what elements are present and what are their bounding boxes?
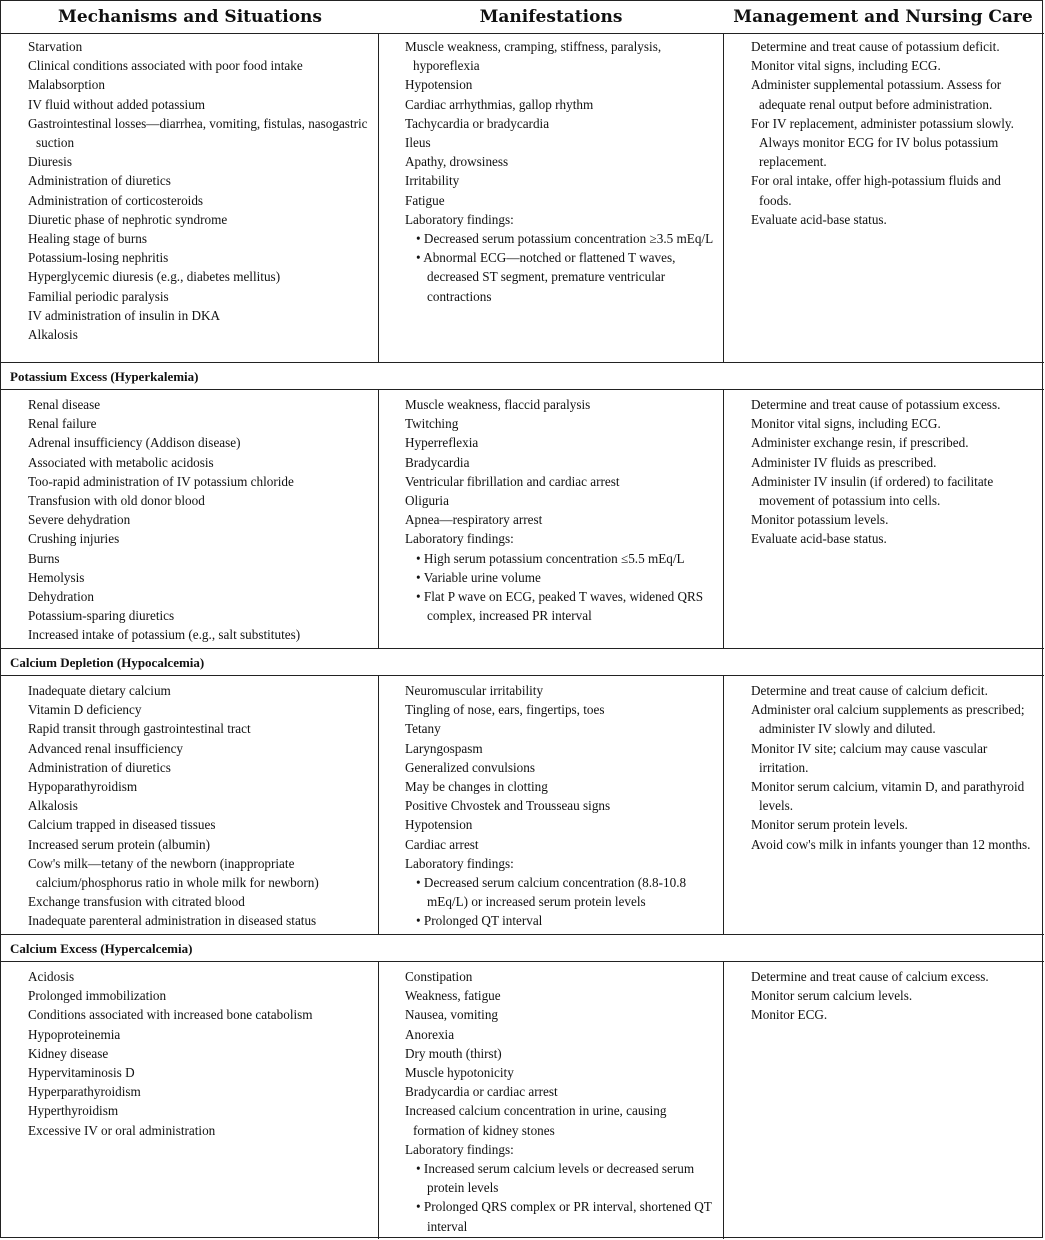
mechanism-item: Diuretic phase of nephrotic syndrome (28, 211, 228, 227)
manifestation-item: Bradycardia or cardiac arrest (405, 1084, 558, 1100)
section-3-manifestations (405, 967, 720, 1236)
management-item: Administer IV insulin (if ordered) to facilitate movement of potassium into cells. (751, 473, 994, 509)
mechanism-item: Diuresis (28, 154, 72, 170)
section-1-mechanisms (28, 395, 373, 645)
section-title-hypocalcemia (1, 648, 1044, 676)
manifestation-item: Hypotension (405, 817, 473, 833)
manifestation-item: Muscle weakness, flaccid paralysis (405, 397, 591, 412)
manifestation-item: Positive Chvostek and Trousseau signs (405, 798, 611, 814)
management-item: Monitor vital signs, including ECG. (751, 416, 941, 432)
mechanism-item: Dehydration (28, 589, 94, 605)
section-0-manifestations (405, 37, 720, 306)
mechanism-item: Vitamin D deficiency (28, 702, 142, 718)
manifestation-item: Tetany (405, 721, 441, 737)
management-item: Administer oral calcium supplements as prescribed; administer IV slowly and diluted. (751, 702, 1025, 737)
mechanism-item: Burns (28, 550, 60, 566)
management-item: Monitor serum protein levels. (751, 817, 908, 833)
lab-finding-bullet: • Abnormal ECG—notched or flattened T waves, decreased ST segment, premature ventricular contractions (405, 248, 720, 306)
manifestation-item: Muscle hypotonicity (405, 1065, 514, 1081)
manifestation-item: Apathy, drowsiness (405, 154, 509, 170)
management-item: Monitor ECG. (751, 1007, 828, 1023)
section-0-mechanisms (28, 37, 373, 344)
mechanism-item: Renal failure (28, 416, 97, 432)
column-divider (378, 962, 379, 1239)
header-management: Management and Nursing Care (733, 7, 1033, 27)
management-item: Administer IV fluids as prescribed. (751, 454, 937, 470)
mechanism-item: Healing stage of burns (28, 231, 148, 247)
management-item: Determine and treat cause of calcium deficit. (751, 683, 988, 698)
mechanism-item: Potassium-sparing diuretics (28, 608, 175, 624)
manifestation-item: May be changes in clotting (405, 779, 548, 795)
mechanism-item: Severe dehydration (28, 512, 131, 528)
column-divider (378, 390, 379, 648)
management-item: Evaluate acid-base status. (751, 211, 887, 227)
section-1-manifestations (405, 395, 720, 625)
management-item: Evaluate acid-base status. (751, 531, 887, 547)
lab-finding-bullet: • Prolonged QT interval (405, 911, 720, 930)
header-manifestations: Manifestations (479, 7, 623, 27)
mechanism-item: Hyperglycemic diuresis (e.g., diabetes mellitus) (28, 269, 281, 285)
mechanism-item: Alkalosis (28, 798, 78, 814)
manifestation-item: Hyperreflexia (405, 435, 479, 451)
manifestation-item: Cardiac arrest (405, 836, 479, 852)
section-1-management (751, 395, 1036, 549)
management-item: Monitor serum calcium, vitamin D, and parathyroid levels. (751, 779, 1025, 814)
mechanism-item: Administration of corticosteroids (28, 192, 204, 208)
section-0-management (751, 37, 1036, 229)
mechanism-item: Hyperthyroidism (28, 1103, 119, 1119)
manifestation-item: Generalized convulsions (405, 759, 536, 775)
manifestation-item: Ileus (405, 135, 431, 151)
column-divider (723, 962, 724, 1239)
mechanism-item: Rapid transit through gastrointestinal tract (28, 721, 251, 737)
mechanism-item: IV administration of insulin in DKA (28, 307, 221, 323)
mechanism-item: Excessive IV or oral administration (28, 1122, 216, 1138)
manifestation-item: Weakness, fatigue (405, 988, 501, 1004)
mechanism-item: Calcium trapped in diseased tissues (28, 817, 216, 833)
mechanism-item: Too-rapid administration of IV potassium chloride (28, 473, 294, 489)
mechanism-item: Starvation (28, 39, 83, 54)
section-title-hypercalcemia (1, 934, 1044, 962)
mechanism-item: Renal disease (28, 397, 101, 412)
management-item: Monitor potassium levels. (751, 512, 889, 528)
manifestation-item: Neuromuscular irritability (405, 683, 544, 698)
manifestation-item: Increased calcium concentration in urine, causing formation of kidney stones (405, 1103, 667, 1138)
management-item: For IV replacement, administer potassium slowly. Always monitor ECG for IV bolus potassium replacement. (751, 115, 1014, 170)
manifestation-item: Twitching (405, 416, 459, 432)
mechanism-item: Potassium-losing nephritis (28, 250, 169, 266)
mechanism-item: Malabsorption (28, 77, 105, 93)
mechanism-item: Cow's milk—tetany of the newborn (inappropriate calcium/phosphorus ratio in whole milk for newborn) (28, 855, 319, 891)
mechanism-item: Crushing injuries (28, 531, 120, 547)
column-divider (378, 34, 379, 362)
manifestation-item: Irritability (405, 173, 460, 189)
mechanism-item: Alkalosis (28, 327, 78, 343)
manifestation-item: Cardiac arrhythmias, gallop rhythm (405, 96, 594, 112)
lab-finding-bullet: • Prolonged QRS complex or PR interval, shortened QT interval (405, 1197, 720, 1235)
mechanism-item: Associated with metabolic acidosis (28, 454, 214, 470)
section-3-mechanisms (28, 967, 373, 1140)
lab-finding-bullet: • Variable urine volume (405, 568, 720, 587)
mechanism-item: Hypoparathyroidism (28, 779, 138, 795)
management-item: Monitor serum calcium levels. (751, 988, 913, 1004)
management-item: Administer exchange resin, if prescribed. (751, 435, 969, 451)
mechanism-item: Acidosis (28, 969, 75, 984)
manifestation-item: Fatigue (405, 192, 445, 208)
manifestation-item: Laboratory findings: (405, 531, 514, 547)
section-2-management (751, 681, 1036, 854)
lab-finding-bullet: • Decreased serum potassium concentration ≥3.5 mEq/L (405, 229, 720, 248)
column-divider (378, 676, 379, 934)
manifestation-item: Oliguria (405, 493, 449, 509)
mechanism-item: Increased intake of potassium (e.g., salt substitutes) (28, 627, 301, 643)
manifestation-item: Hypotension (405, 77, 473, 93)
management-item: Determine and treat cause of calcium excess. (751, 969, 989, 984)
management-item: Determine and treat cause of potassium excess. (751, 397, 1001, 412)
lab-finding-bullet: • Flat P wave on ECG, peaked T waves, widened QRS complex, increased PR interval (405, 587, 720, 625)
mechanism-item: Clinical conditions associated with poor food intake (28, 58, 303, 74)
section-title-text: Potassium Excess (Hyperkalemia) (10, 369, 199, 384)
manifestation-item: Tingling of nose, ears, fingertips, toes (405, 702, 605, 718)
lab-finding-bullet: • Increased serum calcium levels or decreased serum protein levels (405, 1159, 720, 1197)
mechanism-item: Hypervitaminosis D (28, 1065, 135, 1081)
manifestation-item: Bradycardia (405, 454, 470, 470)
section-title-hyperkalemia (1, 362, 1044, 390)
manifestation-item: Tachycardia or bradycardia (405, 115, 550, 131)
mechanism-item: IV fluid without added potassium (28, 96, 206, 112)
management-item: Administer supplemental potassium. Assess for adequate renal output before administration. (751, 77, 1002, 112)
mechanism-item: Hemolysis (28, 569, 85, 585)
management-item: Monitor vital signs, including ECG. (751, 58, 941, 74)
column-divider (723, 390, 724, 648)
manifestation-item: Anorexia (405, 1026, 455, 1042)
manifestation-item: Constipation (405, 969, 473, 984)
section-3-management (751, 967, 1036, 1025)
management-item: Determine and treat cause of potassium deficit. (751, 39, 1000, 54)
manifestation-item: Laboratory findings: (405, 211, 514, 227)
management-item: Avoid cow's milk in infants younger than 12 months. (751, 836, 1031, 852)
manifestation-item: Nausea, vomiting (405, 1007, 499, 1023)
mechanism-item: Prolonged immobilization (28, 988, 167, 1004)
column-divider (723, 34, 724, 362)
mechanism-item: Gastrointestinal losses—diarrhea, vomiting, fistulas, nasogastric suction (28, 115, 368, 151)
mechanism-item: Inadequate parenteral administration in diseased status (28, 913, 317, 929)
manifestation-item: Laryngospasm (405, 740, 483, 756)
manifestation-item: Apnea—respiratory arrest (405, 512, 543, 528)
table-header (1, 1, 1044, 34)
section-title-text: Calcium Depletion (Hypocalcemia) (10, 655, 205, 670)
column-divider (723, 676, 724, 934)
mechanism-item: Exchange transfusion with citrated blood (28, 894, 245, 910)
management-item: For oral intake, offer high-potassium fluids and foods. (751, 173, 1001, 208)
section-title-text: Calcium Excess (Hypercalcemia) (10, 941, 193, 956)
mechanism-item: Hyperparathyroidism (28, 1084, 141, 1100)
manifestation-item: Muscle weakness, cramping, stiffness, paralysis, hyporeflexia (405, 39, 662, 74)
mechanism-item: Increased serum protein (albumin) (28, 836, 210, 852)
manifestation-item: Dry mouth (thirst) (405, 1045, 502, 1061)
manifestation-item: Laboratory findings: (405, 1141, 514, 1157)
mechanism-item: Advanced renal insufficiency (28, 740, 184, 756)
manifestation-item: Ventricular fibrillation and cardiac arrest (405, 473, 620, 489)
mechanism-item: Familial periodic paralysis (28, 288, 169, 304)
mechanism-item: Inadequate dietary calcium (28, 683, 171, 698)
header-mechanisms: Mechanisms and Situations (58, 7, 322, 27)
mechanism-item: Administration of diuretics (28, 759, 171, 775)
mechanism-item: Hypoproteinemia (28, 1026, 121, 1042)
mechanism-item: Kidney disease (28, 1045, 109, 1061)
manifestation-item: Laboratory findings: (405, 855, 514, 871)
lab-finding-bullet: • High serum potassium concentration ≤5.5 mEq/L (405, 549, 720, 568)
mechanism-item: Administration of diuretics (28, 173, 171, 189)
mechanism-item: Transfusion with old donor blood (28, 493, 205, 509)
section-2-manifestations (405, 681, 720, 931)
lab-finding-bullet: • Decreased serum calcium concentration (8.8-10.8 mEq/L) or increased serum protein levels (405, 873, 720, 911)
management-item: Monitor IV site; calcium may cause vascular irritation. (751, 740, 988, 775)
mechanism-item: Conditions associated with increased bone catabolism (28, 1007, 313, 1023)
section-2-mechanisms (28, 681, 373, 931)
mechanism-item: Adrenal insufficiency (Addison disease) (28, 435, 241, 451)
